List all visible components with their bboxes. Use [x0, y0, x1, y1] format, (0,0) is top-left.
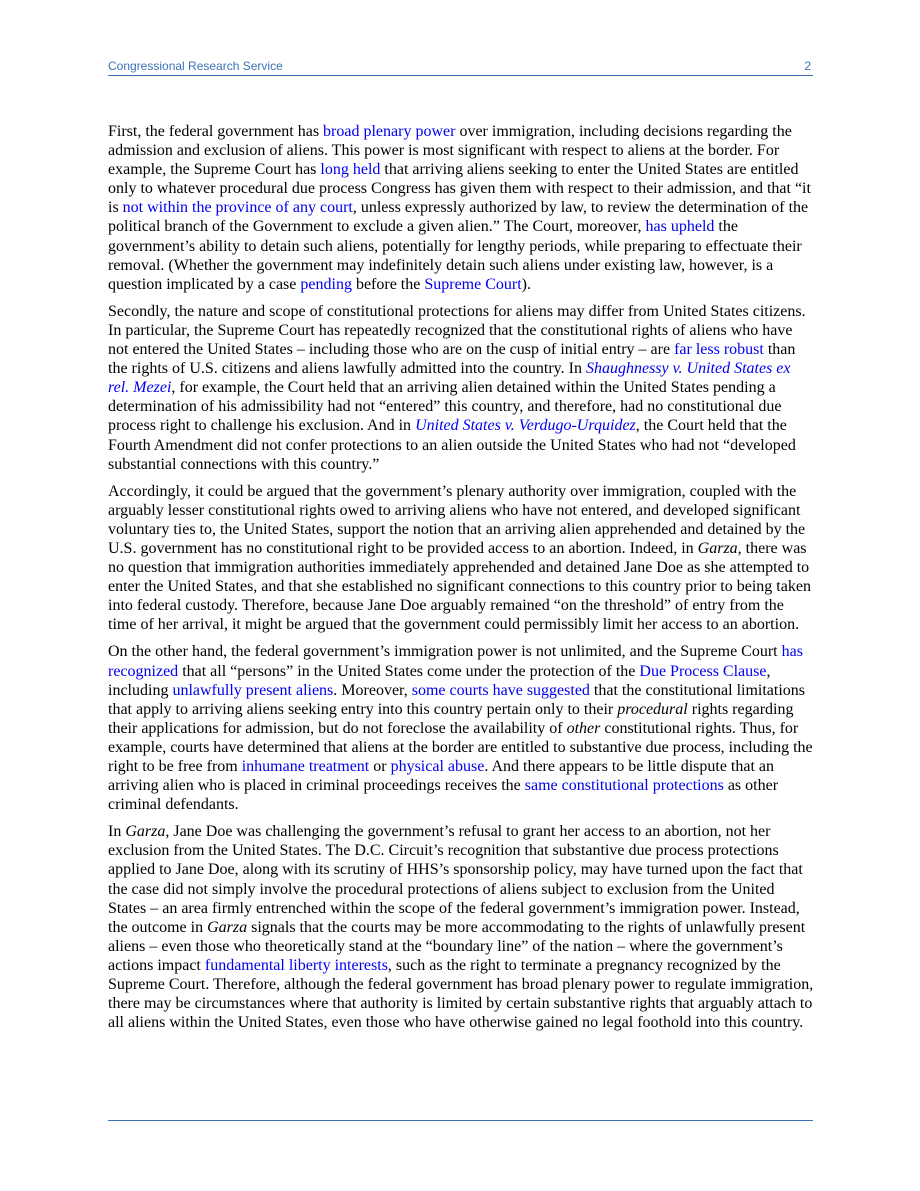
text-span: First, the federal government has [108, 123, 324, 140]
link-due-process-clause[interactable]: Due Process Clause [639, 662, 767, 680]
text-span: . And there appears to be little dispute that an arriving alien who is placed in criminal proceedings receives the [108, 758, 775, 795]
header-organization: Congressional Research Service [108, 59, 283, 73]
text-span: as other criminal defendants. [108, 777, 779, 814]
text-span: constitutional rights. Thus, for example, courts have determined that aliens at the border are entitled to substantive due process, including the right to be free from [108, 719, 813, 775]
text-span: Accordingly, it could be argued that the government’s plenary authority over immigration, coupled with the arguably lesser constitutional rights owed to arriving aliens who have not entered, and developed significant voluntary ties to, the United States, support the notion that an arriving alien apprehended and detained by the U.S. government has no constitutional right to be provided access to an abortion. Indeed, in [108, 482, 806, 557]
text-span: that arriving aliens seeking to enter the United States are entitled only to whatever procedural due process Congress has given them with respect to their admission, and that “it is [108, 161, 811, 217]
link-has-recognized[interactable]: has recognized [108, 643, 803, 680]
text-span: , Jane Doe was challenging the government’s refusal to grant her access to an abortion, not her exclusion from the United States. The D.C. Circuit’s recognition that substantive due process protections applied to Jane Doe, along with its scrutiny of HHS’s sponsorship policy, may have turned upon the fact that the case did not simply involve the procedural protections of aliens subject to exclusion from the United States – an area firmly entrenched within the scope of the federal government’s immigration power. Instead, the outcome in [108, 823, 803, 936]
text-span: . Moreover, [333, 681, 412, 699]
link-long-held[interactable]: long held [320, 161, 381, 179]
case-name: Garza [125, 823, 166, 841]
case-name: Garza [207, 918, 248, 936]
emphasis: other [566, 719, 601, 737]
link-broad-plenary-power[interactable]: broad plenary power [323, 123, 456, 140]
text-span: before the [351, 275, 425, 293]
document-body [108, 122, 814, 1040]
text-span: , the Court held that the Fourth Amendment did not confer protections to an alien outside the United States who had not “developed substantial connections with this country.” [108, 417, 796, 473]
link-physical-abuse[interactable]: physical abuse [390, 758, 485, 775]
text-span: , for example, the Court held that an arriving alien detained within the United States pending a determination of his admissibility had not “entered” this country, and therefore, had no constitutional due process right to challenge his exclusion. And in [108, 379, 782, 435]
footer-divider [108, 1120, 813, 1121]
link-far-less-robust[interactable]: far less robust [674, 341, 764, 359]
text-span: than the rights of U.S. citizens and aliens lawfully admitted into the country. In [108, 341, 796, 378]
text-span: , such as the right to terminate a pregnancy recognized by the Supreme Court. Therefore, although the federal government has broad plenary power to regulate immigration, there may be circumstances where that authority is limited by certain substantive rights that arguably attach to all aliens within the United States, even those who have otherwise gained no legal foothold into this country. [108, 956, 814, 1032]
paragraph-2 [108, 302, 814, 474]
link-unlawfully-present-aliens[interactable]: unlawfully present aliens [172, 681, 334, 699]
link-has-upheld[interactable]: has upheld [645, 218, 715, 236]
link-verdugo-urquidez[interactable] [415, 417, 636, 434]
text-span: rights regarding their applications for admission, but do not foreclose the availability of [108, 700, 794, 737]
page-number: 2 [804, 59, 811, 73]
page-header [108, 58, 813, 76]
text-span: On the other hand, the federal government’s immigration power is not unlimited, and the Supreme Court [108, 643, 782, 661]
text-span: Secondly, the nature and scope of constitutional protections for aliens may differ from United States citizens. In particular, the Supreme Court has repeatedly recognized that the constitutional rights of aliens who have not entered the United States – including those who are on the cusp of initial entry – are [108, 302, 806, 359]
text-span: In [108, 823, 126, 841]
link-supreme-court[interactable]: Supreme Court [424, 275, 522, 293]
case-name: Garza [697, 539, 738, 557]
emphasis: procedural [617, 700, 688, 718]
paragraph-5 [108, 822, 814, 1032]
link-pending[interactable]: pending [300, 275, 352, 293]
link-fundamental-liberty-interests[interactable]: fundamental liberty interests [204, 956, 388, 974]
link-not-within-province[interactable]: not within the province of any court [122, 199, 353, 217]
text-span: , unless expressly authorized by law, to review the determination of the political branch of the Government to exclude a given alien.” The Court, moreover, [108, 199, 809, 236]
case-name: United States v. Verdugo-Urquidez [415, 417, 636, 435]
case-name: Shaughnessy v. United States ex rel. Mezei [108, 360, 791, 397]
link-some-courts-have-suggested[interactable]: some courts have suggested [411, 681, 590, 699]
text-span: , including [108, 662, 771, 699]
text-span: or [369, 758, 391, 775]
text-span: over immigration, including decisions regarding the admission and exclusion of aliens. This power is most significant with respect to aliens at the border. For example, the Supreme Court has [108, 123, 792, 179]
text-span: that the constitutional limitations that apply to arriving aliens seeking entry into this country pertain only to their [108, 681, 806, 718]
paragraph-4 [108, 642, 814, 814]
link-inhumane-treatment[interactable]: inhumane treatment [241, 758, 370, 775]
paragraph-3 [108, 482, 814, 635]
text-span: that all “persons” in the United States come under the protection of the [178, 662, 640, 680]
text-span: signals that the courts may be more accommodating to the rights of unlawfully present aliens – even those who theoretically stand at the “boundary line” of the nation – where the government’s actions impact [108, 918, 806, 974]
text-span: , there was no question that immigration authorities immediately apprehended and detained Jane Doe as she attempted to enter the United States, and that she established no significant connections to this country prior to being taken into federal custody. Therefore, because Jane Doe arguably remained “on the threshold” of entry from the time of her arrival, it might be argued that the government could permissibly limit her access to an abortion. [108, 539, 811, 634]
text-span: ). [521, 275, 531, 293]
text-span: the government’s ability to detain such aliens, potentially for lengthy periods, while preparing to effectuate their removal. (Whether the government may indefinitely detain such aliens under existing law, however, is a question implicated by a case [108, 218, 802, 293]
paragraph-1 [108, 122, 814, 294]
link-same-constitutional-protections[interactable]: same constitutional protections [524, 777, 724, 795]
